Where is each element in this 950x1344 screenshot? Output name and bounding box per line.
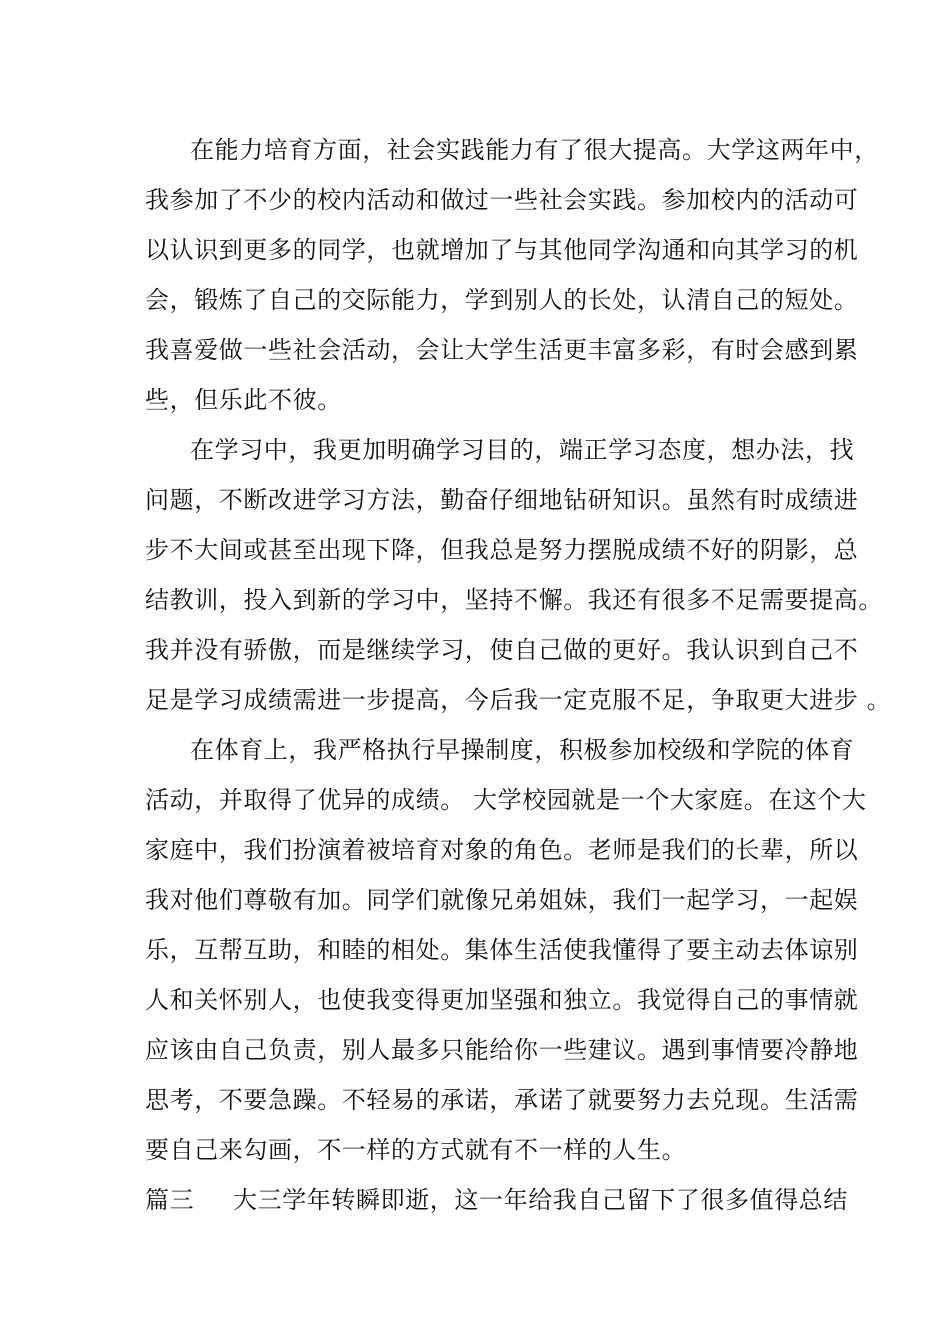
- paragraph-2-line-4: 结教训，投入到新的学习中，坚持不懈。我还有很多不足需要提高。: [145, 586, 883, 614]
- paragraph-1-line-3: 以认识到更多的同学，也就增加了与其他同学沟通和向其学习的机: [145, 236, 859, 264]
- paragraph-1-line-1: 在能力培育方面，社会实践能力有了很大提高。大学这两年中，: [190, 136, 879, 164]
- paragraph-1-line-4: 会，锻炼了自己的交际能力，学到别人的长处，认清自己的短处。: [145, 286, 859, 314]
- paragraph-2-line-3: 步不大间或甚至出现下降，但我总是努力摆脱成绩不好的阴影，总: [145, 536, 859, 564]
- paragraph-2-line-5: 我并没有骄傲，而是继续学习，使自己做的更好。我认识到自己不: [145, 636, 859, 664]
- section-label: 篇三: [145, 1186, 195, 1214]
- paragraph-1-line-5: 我喜爱做一些社会活动，会让大学生活更丰富多彩，有时会感到累: [145, 336, 859, 364]
- section-intro-line: 大三学年转瞬即逝，这一年给我自己留下了很多值得总结: [233, 1186, 848, 1214]
- paragraph-3-line-7: 应该由自己负责，别人最多只能给你一些建议。遇到事情要冷静地: [145, 1036, 859, 1064]
- paragraph-3-line-4: 我对他们尊敬有加。同学们就像兄弟姐妹，我们一起学习，一起娱: [145, 886, 859, 914]
- paragraph-3-line-5: 乐，互帮互助，和睦的相处。集体生活使我懂得了要主动去体谅别: [145, 936, 859, 964]
- paragraph-1-line-2: 我参加了不少的校内活动和做过一些社会实践。参加校内的活动可: [145, 186, 859, 214]
- paragraph-2-line-6: 足是学习成绩需进一步提高，今后我一定克服不足，争取更大进步 。: [145, 686, 892, 714]
- paragraph-2-line-1: 在学习中，我更加明确学习目的，端正学习态度，想办法，找: [190, 436, 855, 464]
- paragraph-2-line-2: 问题，不断改进学习方法，勤奋仔细地钻研知识。虽然有时成绩进: [145, 486, 859, 514]
- paragraph-3-line-2: 活动，并取得了优异的成绩。 大学校园就是一个大家庭。在这个大: [145, 786, 867, 814]
- paragraph-3-line-8: 思考，不要急躁。不轻易的承诺，承诺了就要努力去兑现。生活需: [145, 1086, 859, 1114]
- paragraph-3-line-6: 人和关怀别人，也使我变得更加坚强和独立。我觉得自己的事情就: [145, 986, 859, 1014]
- paragraph-3-line-9: 要自己来勾画，不一样的方式就有不一样的人生。: [145, 1136, 687, 1164]
- paragraph-3-line-3: 家庭中，我们扮演着被培育对象的角色。老师是我们的长辈，所以: [145, 836, 859, 864]
- paragraph-3-line-1: 在体育上，我严格执行早操制度，积极参加校级和学院的体育: [190, 736, 855, 764]
- paragraph-1-line-6: 些，但乐此不彼。: [145, 386, 342, 414]
